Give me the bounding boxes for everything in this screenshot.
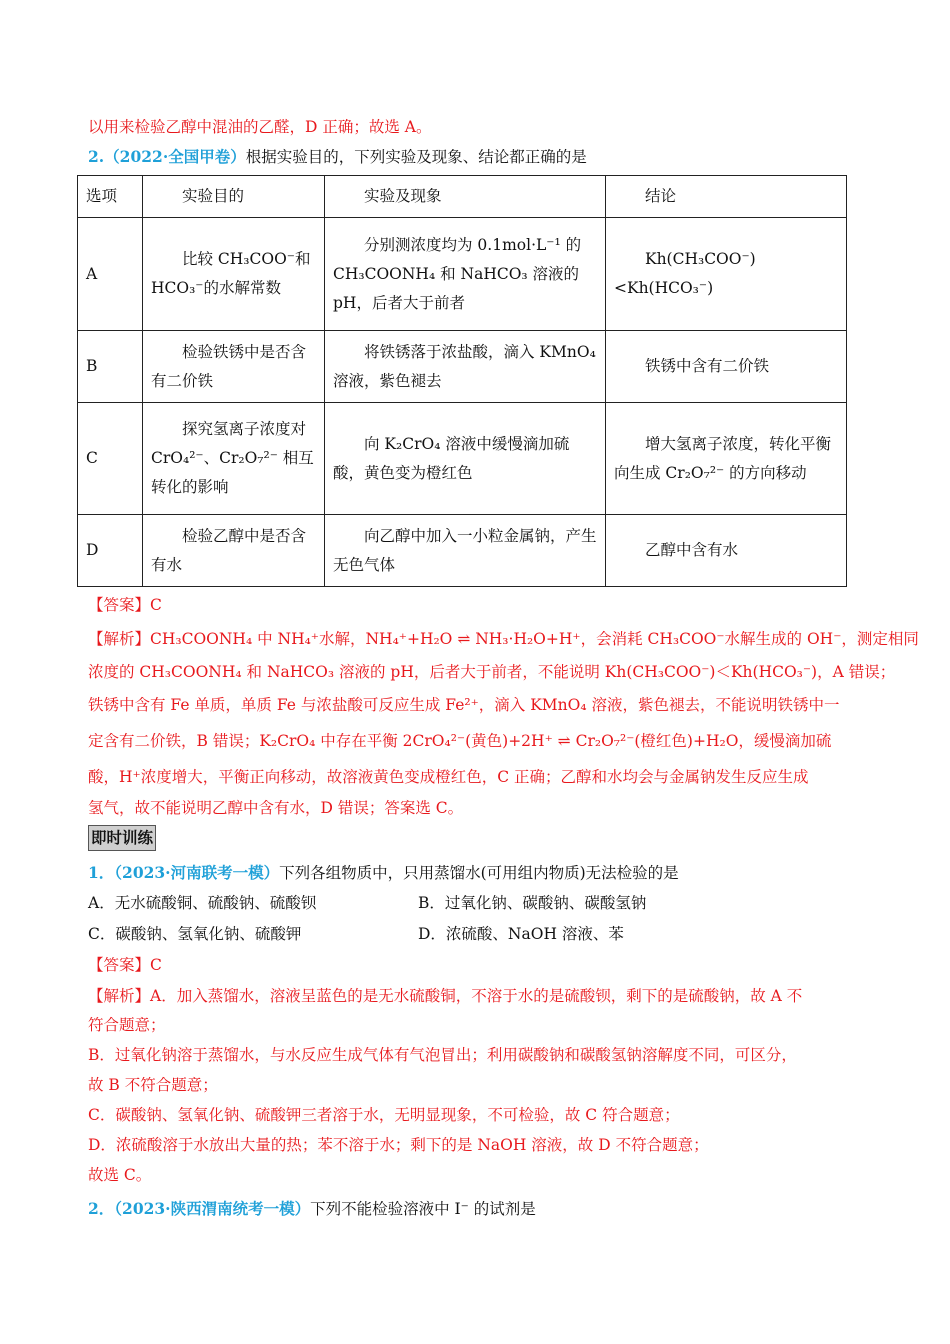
- t1-source: 1．（2023·河南联考一模）: [88, 863, 280, 882]
- q2-analysis-line: 氢气，故不能说明乙醇中含有水，D 错误；答案选 C。: [88, 799, 464, 817]
- t1-option-c: C．碳酸钠、氢氧化钠、硫酸钾: [88, 925, 302, 943]
- row-c-conclusion: 增大氢离子浓度，转化平衡向生成 Cr₂O₇²⁻ 的方向移动: [606, 403, 847, 515]
- t1-analysis-line: 故 B 不符合题意；: [88, 1076, 218, 1094]
- row-a-conclusion: Kh(CH₃COO⁻)<Kh(HCO₃⁻): [606, 218, 847, 331]
- q2-table: [77, 175, 847, 587]
- t1-analysis-line: 符合题意；: [88, 1016, 166, 1034]
- t1-title: [88, 862, 679, 884]
- q2-stem: 根据实验目的，下列实验及现象、结论都正确的是: [245, 148, 587, 166]
- t1-stem: 下列各组物质中，只用蒸馏水(可用组内物质)无法检验的是: [279, 864, 679, 882]
- t1-analysis-line: 故选 C。: [88, 1166, 152, 1184]
- section-tag: 即时训练: [88, 825, 156, 851]
- row-b-phenomenon: 将铁锈落于浓盐酸，滴入 KMnO₄ 溶液，紫色褪去: [325, 331, 606, 403]
- t2-stem: 下列不能检验溶液中 I⁻ 的试剂是: [310, 1200, 536, 1218]
- q2-analysis-line: 铁锈中含有 Fe 单质，单质 Fe 与浓盐酸可反应生成 Fe²⁺，滴入 KMnO₄ 溶液，紫色褪去，不能说明铁锈中一: [88, 696, 840, 714]
- table-header-row: [78, 176, 847, 218]
- table-row: [78, 515, 847, 587]
- row-d-option: D: [78, 515, 143, 587]
- t1-answer: 【答案】C: [88, 956, 162, 974]
- row-d-phenomenon: 向乙醇中加入一小粒金属钠，产生无色气体: [325, 515, 606, 587]
- q2-analysis-line: 定含有二价铁，B 错误；K₂CrO₄ 中存在平衡 2CrO₄²⁻(黄色)+2H⁺ ⇌ Cr₂O₇²⁻(橙红色)+H₂O，缓慢滴加硫: [88, 732, 832, 750]
- row-a-purpose: 比较 CH₃COO⁻和 HCO₃⁻的水解常数: [143, 218, 325, 331]
- row-b-conclusion: 铁锈中含有二价铁: [606, 331, 847, 403]
- row-b-purpose: 检验铁锈中是否含有二价铁: [143, 331, 325, 403]
- q2-answer: 【答案】C: [88, 596, 162, 614]
- row-c-phenomenon: 向 K₂CrO₄ 溶液中缓慢滴加硫酸，黄色变为橙红色: [325, 403, 606, 515]
- t2-source: 2．（2023·陕西渭南统考一模）: [88, 1199, 311, 1218]
- t1-analysis-line: 【解析】A．加入蒸馏水，溶液呈蓝色的是无水硫酸铜，不溶于水的是硫酸钡，剩下的是硫酸钠，故 A 不: [88, 987, 803, 1005]
- header-option: 选项: [78, 176, 143, 218]
- t1-option-d: D．浓硫酸、NaOH 溶液、苯: [418, 925, 624, 943]
- row-a-phenomenon: 分别测浓度均为 0.1mol·L⁻¹ 的 CH₃COONH₄ 和 NaHCO₃ 溶液的 pH，后者大于前者: [325, 218, 606, 331]
- intro-line: 以用来检验乙醇中混油的乙醛，D 正确；故选 A。: [88, 118, 432, 136]
- row-c-option: C: [78, 403, 143, 515]
- row-b-option: B: [78, 331, 143, 403]
- row-d-purpose: 检验乙醇中是否含有水: [143, 515, 325, 587]
- row-c-purpose: 探究氢离子浓度对 CrO₄²⁻、Cr₂O₇²⁻ 相互转化的影响: [143, 403, 325, 515]
- t1-analysis-line: B．过氧化钠溶于蒸馏水，与水反应生成气体有气泡冒出；利用碳酸钠和碳酸氢钠溶解度不同，可区分，: [88, 1046, 797, 1064]
- q2-source: 2.（2022·全国甲卷）: [88, 147, 246, 166]
- header-purpose: 实验目的: [143, 176, 325, 218]
- table-row: [78, 403, 847, 515]
- q2-analysis-line: 酸，H⁺浓度增大，平衡正向移动，故溶液黄色变成橙红色，C 正确；乙醇和水均会与金属钠发生反应生成: [88, 768, 809, 786]
- row-a-option: A: [78, 218, 143, 331]
- q2-analysis-line: 【解析】CH₃COONH₄ 中 NH₄⁺水解，NH₄⁺+H₂O ⇌ NH₃·H₂O+H⁺，会消耗 CH₃COO⁻水解生成的 OH⁻，测定相同: [88, 630, 919, 648]
- t1-option-b: B．过氧化钠、碳酸钠、碳酸氢钠: [418, 894, 647, 912]
- header-phenomenon: 实验及现象: [325, 176, 606, 218]
- table-row: [78, 218, 847, 331]
- table-row: [78, 331, 847, 403]
- t1-option-a: A．无水硫酸铜、硫酸钠、硫酸钡: [88, 894, 317, 912]
- q2-analysis-line: 浓度的 CH₃COONH₄ 和 NaHCO₃ 溶液的 pH，后者大于前者，不能说明 Kh(CH₃COO⁻)＜Kh(HCO₃⁻)，A 错误；: [88, 663, 896, 681]
- row-d-conclusion: 乙醇中含有水: [606, 515, 847, 587]
- t1-analysis-line: D．浓硫酸溶于水放出大量的热；苯不溶于水；剩下的是 NaOH 溶液，故 D 不符合题意；: [88, 1136, 709, 1154]
- header-conclusion: 结论: [606, 176, 847, 218]
- t1-analysis-line: C．碳酸钠、氢氧化钠、硫酸钾三者溶于水，无明显现象，不可检验，故 C 符合题意；: [88, 1106, 680, 1124]
- q2-title: [88, 146, 587, 168]
- t2-title: [88, 1198, 536, 1220]
